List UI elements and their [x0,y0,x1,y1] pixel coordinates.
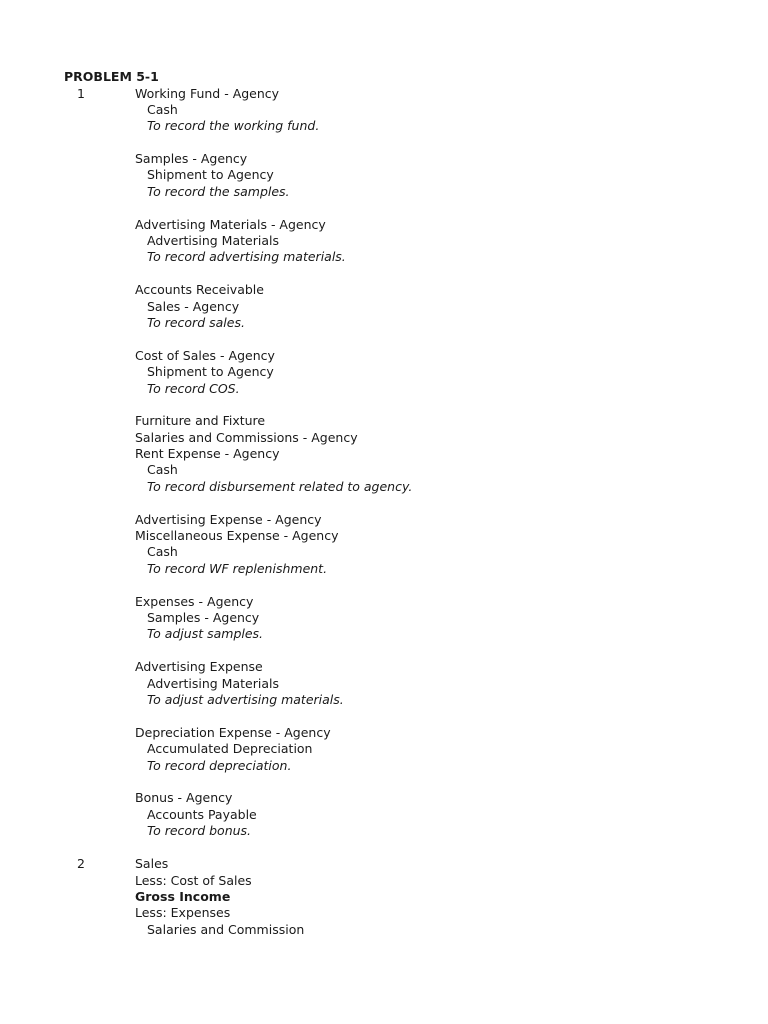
problem-title: PROBLEM 5-1 [64,69,159,84]
entry-memo: To adjust samples. [147,626,264,642]
entry-memo: To adjust advertising materials. [147,691,344,707]
income-line: Less: Expenses [135,905,231,921]
credit-account: Advertising Materials [147,233,279,249]
journal-entry [135,659,695,708]
debit-account: Working Fund - Agency [135,85,280,101]
income-line: Less: Cost of Sales [135,872,252,888]
gross-income-label: Gross Income [135,889,231,905]
debit-account: Accounts Receivable [135,282,264,298]
journal-entries [135,86,695,856]
credit-account: Cash [147,462,178,478]
debit-account: Advertising Materials - Agency [135,216,326,232]
debit-account: Samples - Agency [135,151,248,167]
debit-account: Bonus - Agency [135,790,233,806]
journal-entry [135,348,695,397]
entry-memo: To record the working fund. [147,118,320,134]
journal-entry [135,594,695,643]
credit-account: Shipment to Agency [147,364,274,380]
part-number-1: 1 [77,85,85,101]
entry-memo: To record WF replenishment. [147,560,328,576]
income-statement [135,856,695,938]
credit-account: Cash [147,544,178,560]
income-line: Salaries and Commission [147,921,305,937]
credit-account: Sales - Agency [147,298,240,314]
debit-account: Miscellaneous Expense - Agency [135,528,339,544]
debit-account: Depreciation Expense - Agency [135,724,331,740]
entry-memo: To record the samples. [147,183,290,199]
entry-memo: To record COS. [147,380,240,396]
journal-entry [135,725,695,774]
journal-entry [135,790,695,839]
entry-memo: To record bonus. [147,823,252,839]
income-line: Sales [135,856,169,872]
credit-account: Accumulated Depreciation [147,741,313,757]
journal-entry [135,413,695,495]
entry-memo: To record depreciation. [147,757,292,773]
entry-memo: To record advertising materials. [147,249,346,265]
journal-entry [135,151,695,200]
debit-account: Rent Expense - Agency [135,446,280,462]
journal-entry [135,512,695,578]
journal-entry [135,282,695,331]
debit-account: Furniture and Fixture [135,413,266,429]
entry-memo: To record disbursement related to agency. [147,478,413,494]
debit-account: Advertising Expense - Agency [135,511,322,527]
journal-entry [135,86,695,135]
credit-account: Accounts Payable [147,806,257,822]
debit-account: Cost of Sales - Agency [135,347,275,363]
credit-account: Shipment to Agency [147,167,274,183]
part-number-2: 2 [77,856,85,872]
debit-account: Expenses - Agency [135,593,254,609]
journal-entry [135,217,695,266]
credit-account: Advertising Materials [147,675,279,691]
credit-account: Samples - Agency [147,610,260,625]
credit-account: Cash [147,101,178,117]
entry-memo: To record sales. [147,314,245,330]
debit-account: Advertising Expense [135,659,263,675]
debit-account: Salaries and Commissions - Agency [135,429,358,445]
